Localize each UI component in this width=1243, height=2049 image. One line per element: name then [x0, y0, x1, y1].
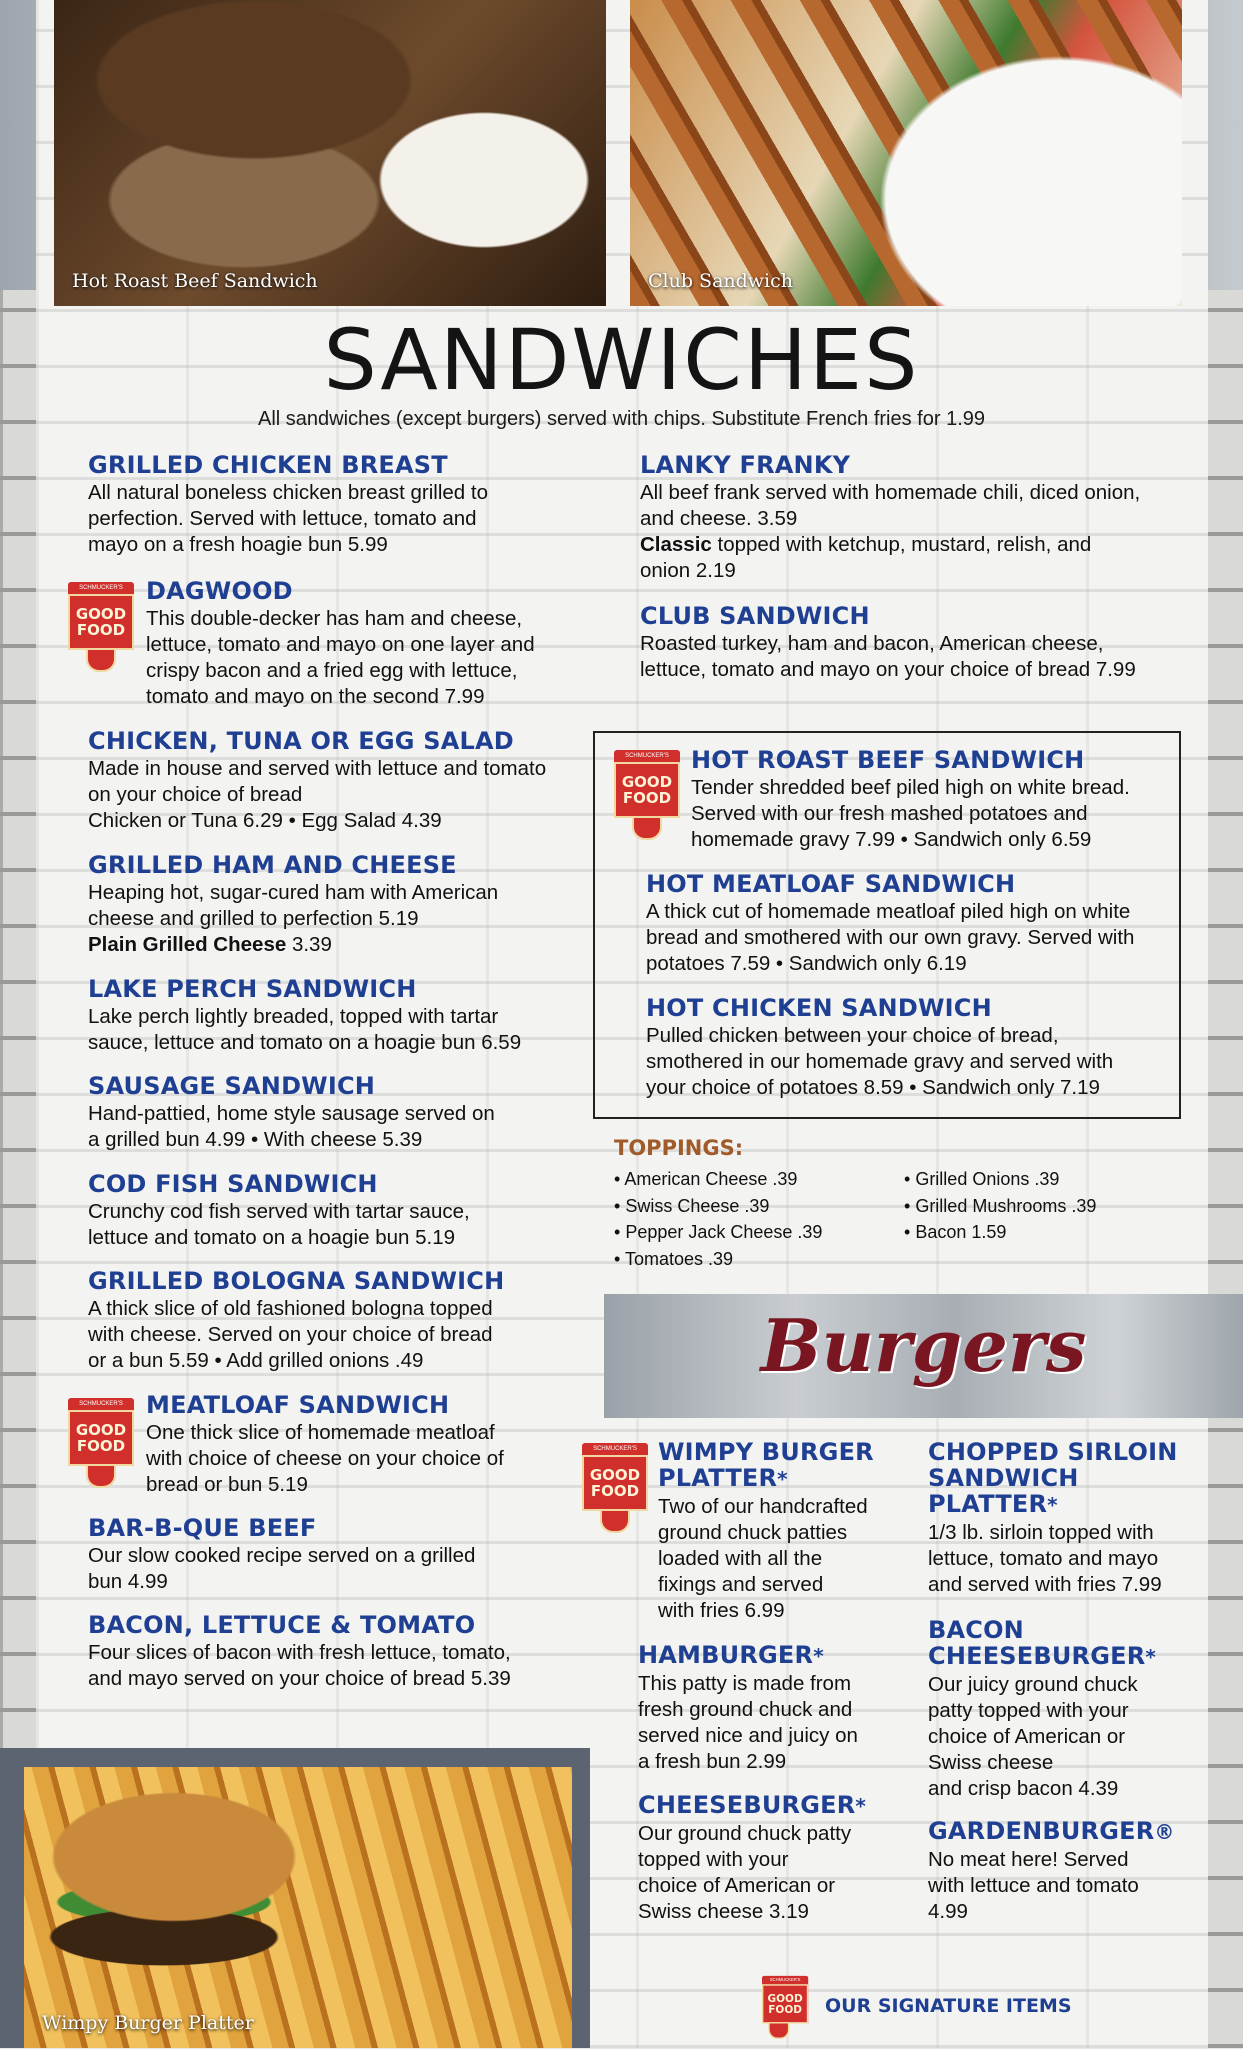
item-name: CHEESEBURGER* [638, 1791, 867, 1819]
list-item: • Grilled Mushrooms .39 [904, 1193, 1096, 1220]
item-description: Lake perch lightly breaded, topped with tartar sauce, lettuce and tomato on a hoagie bun 6.59 [88, 1005, 522, 1054]
item-description: Heaping hot, sugar-cured ham with American cheese and grilled to perfection 5.19 Plain Grilled Cheese 3.39 [88, 881, 499, 956]
item-name: COD FISH SANDWICH [88, 1170, 378, 1198]
item-description: Crunchy cod fish served with tartar sauce, lettuce and tomato on a hoagie bun 5.19 [88, 1200, 470, 1249]
item-description: This double-decker has ham and cheese, lettuce, tomato and mayo on one layer and crispy bacon and a fried egg with lettuce, tomato and mayo on the second 7.99 [146, 607, 535, 708]
item-description: Hand-pattied, home style sausage served on a grilled bun 4.99 • With cheese 5.39 [88, 1102, 495, 1151]
menu-item [88, 976, 521, 1056]
toppings-heading: TOPPINGS: [614, 1136, 744, 1160]
item-name: DAGWOOD [146, 577, 293, 605]
item-name: CHICKEN, TUNA OR EGG SALAD [88, 727, 514, 755]
menu-item [88, 1171, 470, 1251]
menu-item [640, 603, 1136, 683]
item-name: GRILLED BOLOGNA SANDWICH [88, 1267, 505, 1295]
item-description: All natural boneless chicken breast grilled to perfection. Served with lettuce, tomato and mayo on a fresh hoagie bun 5.99 [88, 481, 488, 556]
menu-item [638, 1792, 866, 1925]
page-title: SANDWICHES [323, 311, 920, 409]
menu-item [88, 1612, 511, 1692]
menu-item [146, 1392, 504, 1498]
menu-item [928, 1818, 1175, 1925]
page-subtitle: All sandwiches (except burgers) served with chips. Substitute French fries for 1.99 [258, 408, 985, 430]
item-name: GARDENBURGER® [928, 1817, 1175, 1845]
item-name: MEATLOAF SANDWICH [146, 1391, 450, 1419]
item-description: A thick slice of old fashioned bologna topped with cheese. Served on your choice of bread or a bun 5.59 • Add grilled onions .49 [88, 1297, 493, 1372]
menu-item [646, 871, 1134, 977]
item-description: A thick cut of homemade meatloaf piled high on white bread and smothered with our own gravy. Served with potatoes 7.59 • Sandwich only 6.19 [646, 900, 1135, 975]
good-food-badge-icon: SCHMUCKER'S GOOD FOOD [68, 582, 134, 668]
item-name: LANKY FRANKY [640, 451, 851, 479]
item-description: Tender shredded beef piled high on white bread. Served with our fresh mashed potatoes and homemade gravy 7.99 • Sandwich only 6.59 [691, 776, 1130, 851]
list-item: • Bacon 1.59 [904, 1219, 1096, 1246]
menu-item [646, 995, 1113, 1101]
burgers-title: Burgers [760, 1303, 1087, 1388]
photo-caption: Hot Roast Beef Sandwich [72, 270, 318, 292]
list-item: • Grilled Onions .39 [904, 1166, 1096, 1193]
menu-item [88, 852, 498, 958]
menu-item [638, 1642, 858, 1775]
item-description: Our ground chuck patty topped with your choice of American or Swiss cheese 3.19 [638, 1822, 852, 1923]
menu-item [928, 1617, 1156, 1802]
good-food-badge-icon: SCHMUCKER'S GOOD FOOD [614, 750, 680, 836]
menu-item [691, 747, 1130, 853]
photo-caption: Club Sandwich [648, 270, 794, 292]
toppings-list [904, 1166, 1096, 1246]
good-food-badge-icon: SCHMUCKER'S GOOD FOOD [68, 1398, 134, 1484]
item-description: 1/3 lb. sirloin topped with lettuce, tomato and mayo and served with fries 7.99 [928, 1521, 1162, 1596]
item-description: Roasted turkey, ham and bacon, American cheese, lettuce, tomato and mayo on your choice of bread 7.99 [640, 632, 1136, 681]
list-item: • Swiss Cheese .39 [614, 1193, 822, 1220]
item-name: LAKE PERCH SANDWICH [88, 975, 417, 1003]
hot-roast-beef-photo [54, 0, 606, 306]
item-description: Made in house and served with lettuce and tomato on your choice of bread Chicken or Tuna 6.29 • Egg Salad 4.39 [88, 757, 547, 832]
menu-item [928, 1439, 1178, 1598]
item-name: SAUSAGE SANDWICH [88, 1072, 376, 1100]
toppings-list [614, 1166, 822, 1272]
item-name: BACON, LETTUCE & TOMATO [88, 1611, 476, 1639]
item-description: One thick slice of homemade meatloaf with choice of cheese on your choice of bread or bun 5.19 [146, 1421, 504, 1496]
photo-caption: Wimpy Burger Platter [42, 2012, 254, 2034]
item-description: This patty is made from fresh ground chuck and served nice and juicy on a fresh bun 2.99 [638, 1672, 858, 1773]
menu-item [88, 1515, 475, 1595]
menu-item [88, 452, 488, 558]
item-name: CLUB SANDWICH [640, 602, 870, 630]
menu-item [88, 728, 546, 834]
item-description: All beef frank served with homemade chili, diced onion, and cheese. 3.59 Classic topped with ketchup, mustard, relish, and onion 2.19 [640, 481, 1141, 582]
menu-item [640, 452, 1140, 584]
item-name: BAR-B-QUE BEEF [88, 1514, 317, 1542]
list-item: • Pepper Jack Cheese .39 [614, 1219, 822, 1246]
item-name: CHOPPED SIRLOIN SANDWICH PLATTER* [928, 1438, 1178, 1518]
item-description: Our slow cooked recipe served on a grilled bun 4.99 [88, 1544, 476, 1593]
wimpy-burger-photo [24, 1767, 572, 2048]
item-description: Four slices of bacon with fresh lettuce, tomato, and mayo served on your choice of bread 5.39 [88, 1641, 511, 1690]
item-description: Our juicy ground chuck patty topped with your choice of American or Swiss cheese and crisp bacon 4.39 [928, 1673, 1138, 1800]
list-item: • American Cheese .39 [614, 1166, 822, 1193]
item-description: No meat here! Served with lettuce and tomato 4.99 [928, 1848, 1139, 1923]
item-name: HOT ROAST BEEF SANDWICH [691, 746, 1085, 774]
item-name: GRILLED HAM AND CHEESE [88, 851, 457, 879]
good-food-badge-icon: SCHMUCKER'S GOOD FOOD [582, 1443, 648, 1529]
item-name: GRILLED CHICKEN BREAST [88, 451, 448, 479]
menu-item [88, 1268, 504, 1374]
list-item: • Tomatoes .39 [614, 1246, 822, 1273]
club-sandwich-photo [630, 0, 1182, 306]
legend-text: OUR SIGNATURE ITEMS [825, 1995, 1072, 2017]
menu-item [146, 578, 535, 710]
item-name: HOT CHICKEN SANDWICH [646, 994, 992, 1022]
item-name: HAMBURGER* [638, 1641, 824, 1669]
menu-item [88, 1073, 495, 1153]
item-description: Pulled chicken between your choice of bread, smothered in our homemade gravy and served with your choice of potatoes 8.59 • Sandwich only 7.19 [646, 1024, 1114, 1099]
item-description: Two of our handcrafted ground chuck patties loaded with all the fixings and served with fries 6.99 [658, 1495, 868, 1622]
item-name: HOT MEATLOAF SANDWICH [646, 870, 1016, 898]
item-name: BACON CHEESEBURGER* [928, 1616, 1157, 1670]
menu-item [658, 1439, 874, 1624]
signature-legend [762, 1963, 1072, 2049]
good-food-badge-icon: SCHMUCKER'S GOOD FOOD [762, 1976, 795, 2036]
item-name: WIMPY BURGER PLATTER* [658, 1438, 874, 1492]
